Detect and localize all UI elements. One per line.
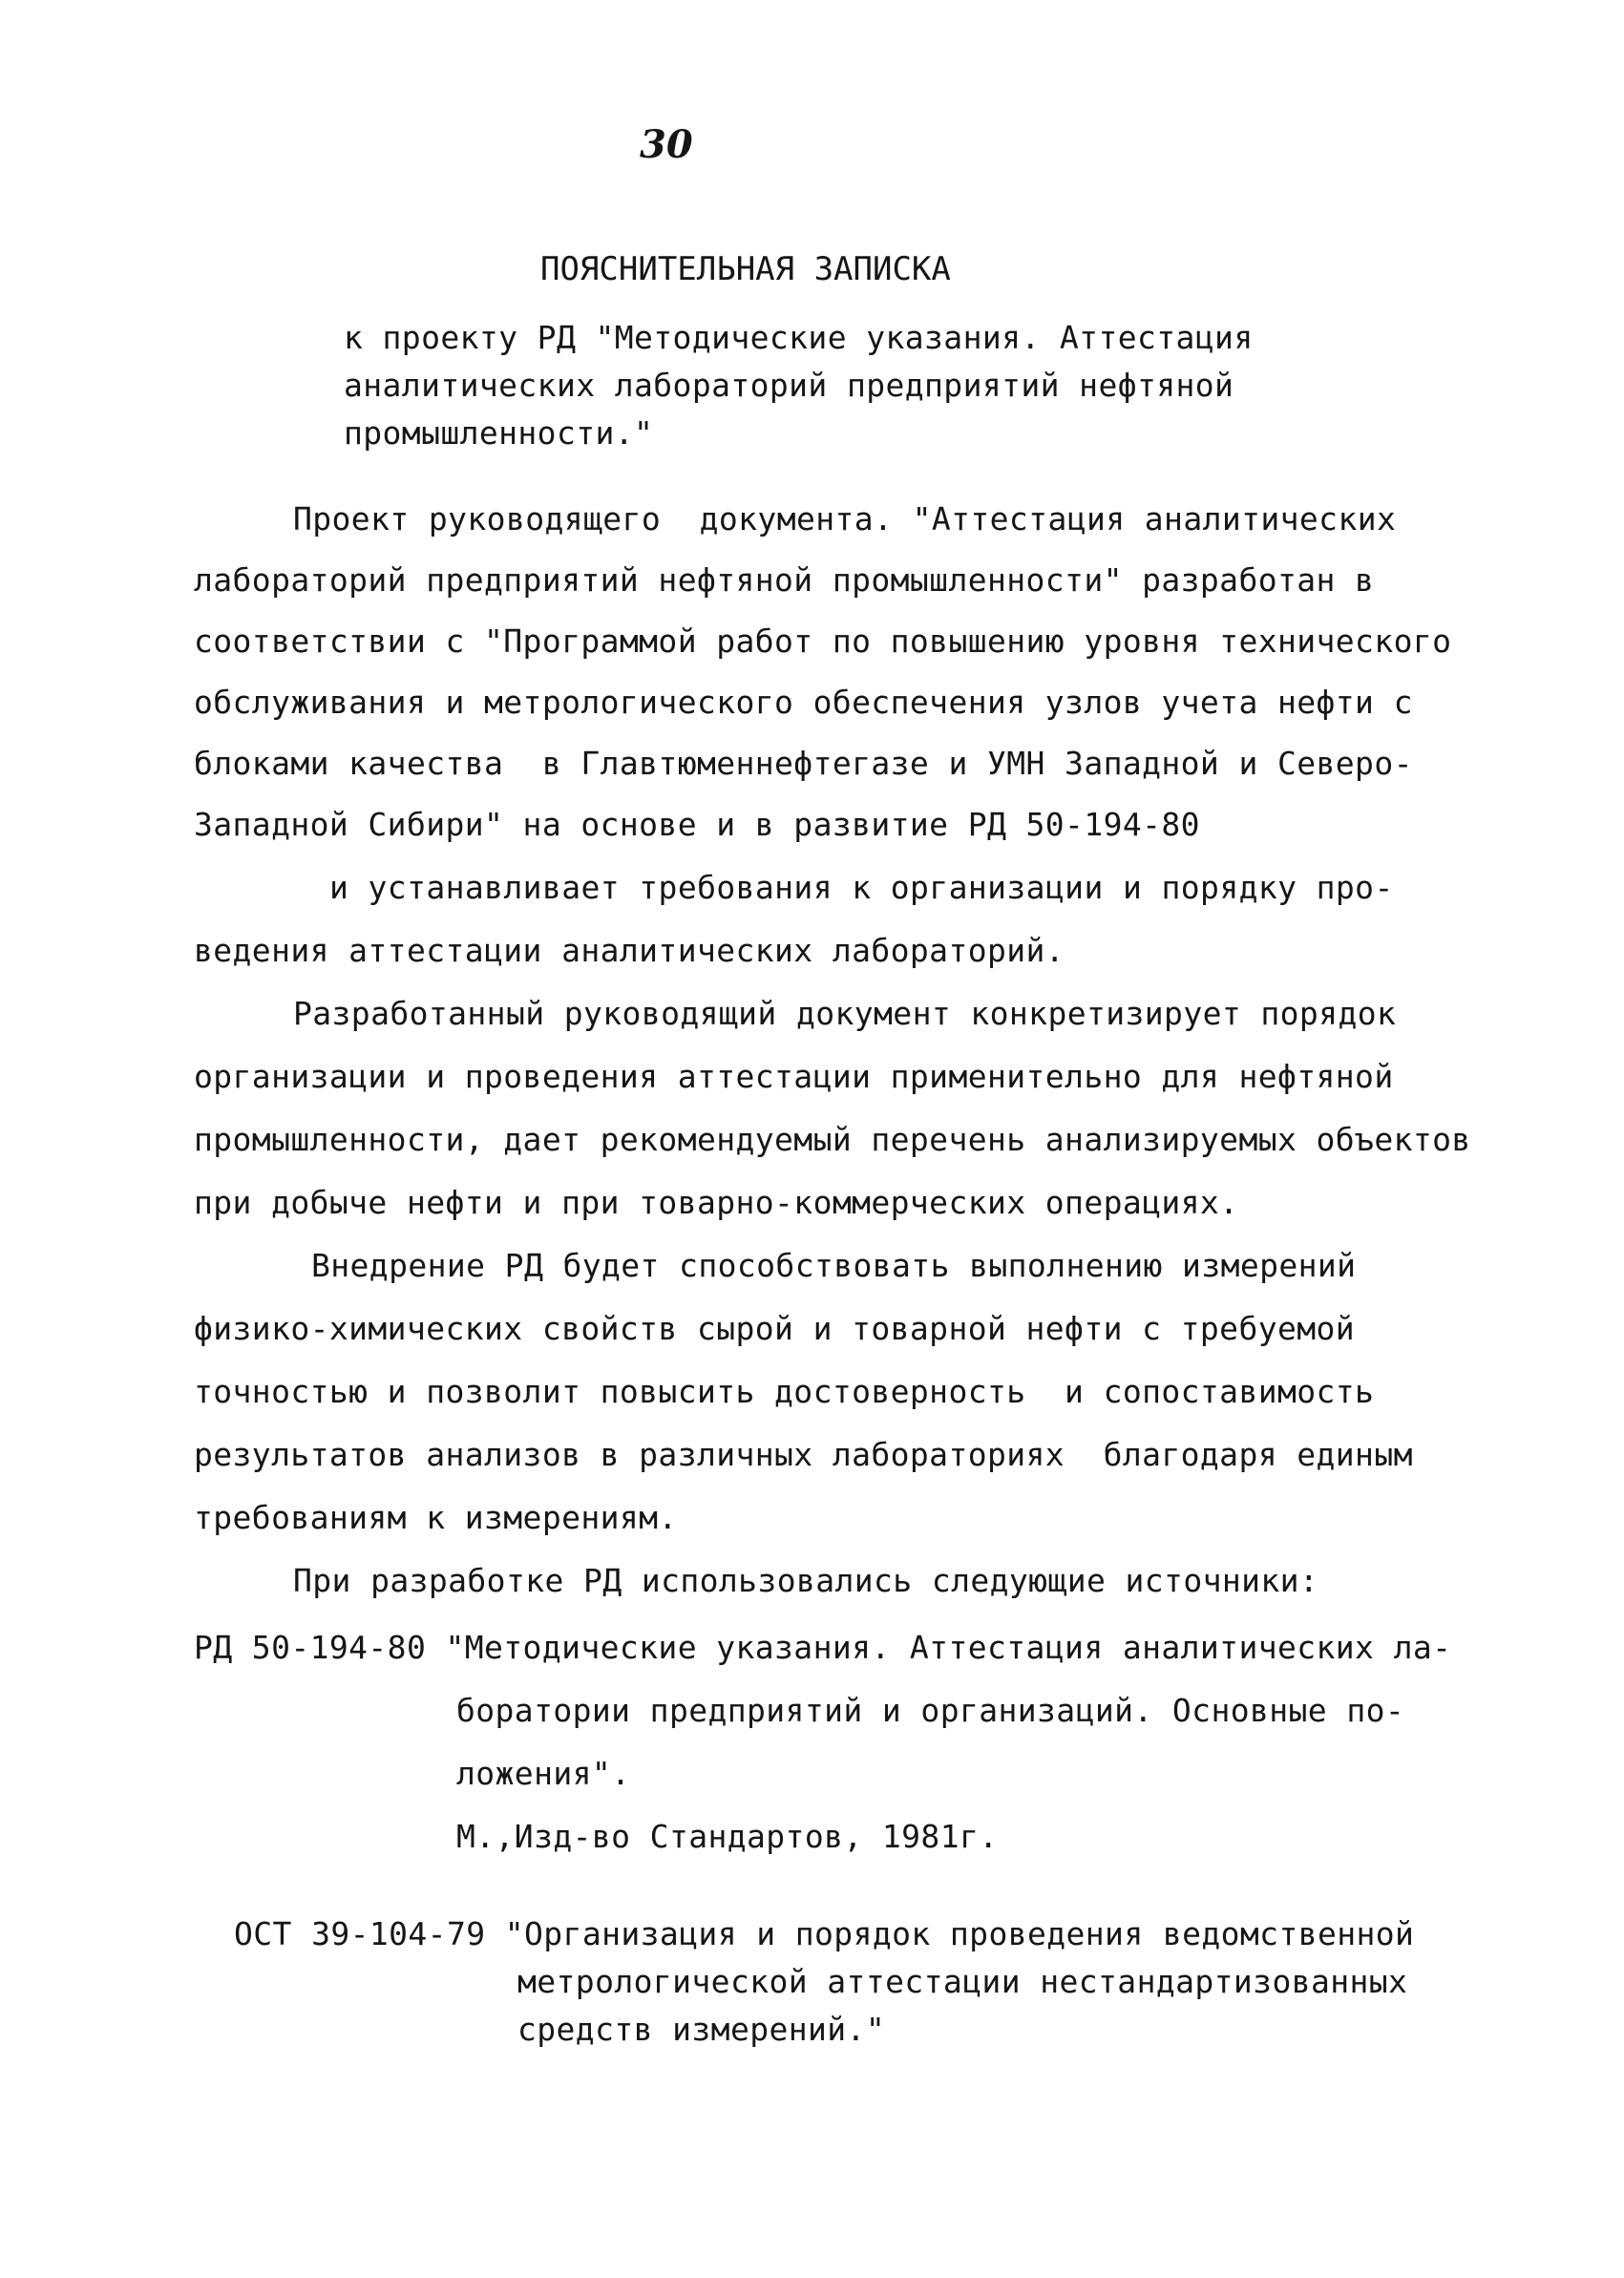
subtitle-line: промышленности." [344,414,654,452]
subtitle-line: к проекту РД "Методические указания. Аттестация [344,319,1254,356]
document-title: ПОЯСНИТЕЛЬНАЯ ЗАПИСКА [540,250,951,288]
paragraph-line: требованиям к измерениям. [194,1499,678,1536]
paragraph-line: соответствии с "Программой работ по повышению уровня технического [194,622,1452,660]
paragraph-line: Западной Сибири" на основе и в развитие РД 50-194-80 [194,806,1200,843]
paragraph-line: Проект руководящего документа. "Аттестация аналитических [293,500,1397,538]
paragraph-line: ведения аттестации аналитических лабораторий. [194,932,1065,969]
source-line: РД 50-194-80 "Методические указания. Аттестация аналитических ла- [194,1629,1452,1666]
paragraph-line: и устанавливает требования к организации и порядку про- [329,869,1394,906]
paragraph-line: обслуживания и метрологического обеспечения узлов учета нефти с [194,684,1413,721]
source-line: метрологической аттестации нестандартизованных [517,1963,1408,2000]
paragraph-line: организации и проведения аттестации применительно для нефтяной [194,1058,1394,1095]
paragraph-line: при добыче нефти и при товарно-коммерческих операциях. [194,1184,1239,1221]
sources-intro: При разработке РД использовались следующие источники: [293,1562,1319,1599]
paragraph-line: блоками качества в Главтюменнефтегазе и УМН Западной и Северо- [194,745,1413,782]
paragraph-line: промышленности, дает рекомендуемый перечень анализируемых объектов [194,1121,1471,1158]
source-line: ложения". [456,1755,631,1792]
source-line: М.,Изд-во Стандартов, 1981г. [456,1818,999,1855]
source-line: средств измерений." [517,2011,886,2048]
paragraph-line: Разработанный руководящий документ конкретизирует порядок [293,995,1397,1032]
paragraph-line: лабораторий предприятий нефтяной промышленности" разработан в [194,561,1375,599]
paragraph-line: физико-химических свойств сырой и товарной нефти с требуемой [194,1310,1356,1347]
paragraph-line: результатов анализов в различных лабораториях благодаря единым [194,1436,1413,1473]
paragraph-line: Внедрение РД будет способствовать выполнению измерений [311,1247,1357,1284]
subtitle-line: аналитических лабораторий предприятий нефтяной [344,367,1234,404]
source-line: ОСТ 39-104-79 "Организация и порядок проведения ведомственной [234,1915,1415,1952]
paragraph-line: точностью и позволит повысить достоверность и сопоставимость [194,1373,1375,1410]
source-line: боратории предприятий и организаций. Основные по- [456,1692,1405,1729]
page-number: 30 [640,122,693,167]
